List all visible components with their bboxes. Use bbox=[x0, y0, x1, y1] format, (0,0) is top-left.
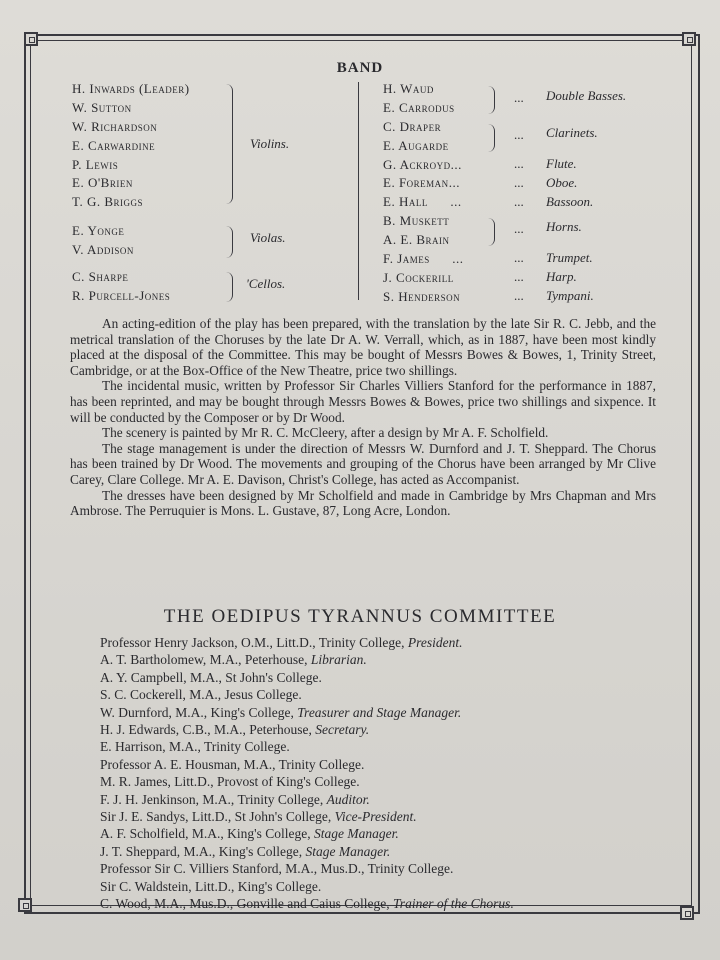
leader-dots: ... bbox=[514, 287, 524, 303]
brace-icon bbox=[226, 226, 233, 258]
column-divider bbox=[358, 82, 359, 300]
committee-member bbox=[100, 878, 514, 895]
instrument-label: Tympani. bbox=[546, 287, 594, 303]
committee-member bbox=[100, 704, 514, 721]
member-role: Vice-President. bbox=[334, 809, 417, 825]
member-name: Professor Sir C. Villiers Stanford, M.A., Mus.D., Trinity College. bbox=[100, 861, 454, 877]
leader-dots-column bbox=[514, 126, 524, 145]
violins-list bbox=[72, 80, 190, 212]
member-name: A. F. Scholfield, M.A., King's College, bbox=[100, 826, 314, 842]
leader-dots-column bbox=[514, 89, 524, 108]
brace-icon bbox=[226, 84, 233, 204]
leader-dots: ... bbox=[448, 175, 460, 191]
paragraph: An acting-edition of the play has been prepared, with the translation by the late Sir R. C. Jebb, and the metrical translation of the Choruses by the late Dr A. W. Verrall, which, as in 1887, have been most kindly placed at the disposal of the Committee. This may be bought of Messrs Bowes & Bowes, 1, Trinity Street, Cambridge, or at the Box-Office of the New Theatre, price two shillings. bbox=[70, 316, 656, 378]
committee-member bbox=[100, 791, 514, 808]
paragraph: The scenery is painted by Mr R. C. McCleery, after a design by Mr A. F. Scholfield. bbox=[102, 425, 549, 441]
band-member: C. Draper bbox=[383, 118, 442, 134]
instrument-label: Double Basses. bbox=[546, 88, 627, 103]
instrument-labels bbox=[546, 218, 582, 237]
brace-icon bbox=[226, 272, 233, 302]
committee-list bbox=[100, 634, 514, 913]
instrument-label: Clarinets. bbox=[546, 125, 598, 140]
member-role: Trainer of the Chorus. bbox=[393, 896, 514, 912]
leader-dots: ... bbox=[450, 194, 462, 210]
member-name: S. C. Cockerell, M.A., Jesus College. bbox=[100, 687, 302, 703]
instrument-label: Flute. bbox=[546, 156, 577, 171]
committee-member bbox=[100, 895, 514, 912]
notes-text bbox=[70, 316, 656, 519]
leader-dots: ... bbox=[514, 174, 524, 190]
band-member bbox=[383, 156, 464, 175]
band-member: H. Inwards (Leader) bbox=[72, 81, 190, 96]
leader-dots: ... bbox=[514, 90, 524, 105]
band-member: V. Addison bbox=[72, 241, 134, 257]
band-member: E. Augarde bbox=[383, 137, 449, 153]
committee-heading: THE OEDIPUS TYRANNUS COMMITTEE bbox=[163, 606, 557, 627]
member-name: E. Hall bbox=[383, 194, 428, 210]
instrument-labels bbox=[546, 155, 593, 212]
band-member: H. Waud bbox=[383, 81, 434, 96]
band-member: T. G. Briggs bbox=[72, 194, 144, 210]
band-member bbox=[383, 174, 464, 193]
band-member bbox=[383, 250, 464, 269]
leader-dots: ... bbox=[514, 221, 524, 236]
corner-ornament-icon bbox=[680, 906, 694, 920]
member-name: F. James bbox=[383, 251, 430, 267]
leader-dots-column bbox=[514, 249, 524, 306]
instrument-labels bbox=[546, 124, 598, 143]
brace-icon bbox=[488, 218, 495, 246]
member-name: A. Y. Campbell, M.A., St John's College. bbox=[100, 669, 322, 685]
leader-dots: ... bbox=[452, 251, 464, 267]
band-heading: BAND bbox=[336, 60, 384, 76]
band-member: E. Carrodus bbox=[383, 99, 455, 115]
member-role: Auditor. bbox=[326, 791, 370, 807]
leader-dots-column bbox=[514, 155, 524, 212]
committee-member bbox=[100, 808, 514, 825]
instrument-label: Horns. bbox=[546, 219, 582, 234]
brace-icon bbox=[488, 124, 495, 152]
member-name: A. T. Bartholomew, M.A., Peterhouse, bbox=[100, 652, 311, 668]
member-role: Stage Manager. bbox=[305, 843, 391, 859]
corner-ornament-icon bbox=[682, 32, 696, 46]
violas-label: Violas. bbox=[250, 230, 286, 245]
violas-list bbox=[72, 222, 134, 260]
band-member: E. O'Brien bbox=[72, 175, 133, 191]
member-role: Librarian. bbox=[310, 652, 367, 668]
member-name: J. T. Sheppard, M.A., King's College, bbox=[100, 843, 306, 859]
band-member: W. Sutton bbox=[72, 99, 132, 115]
committee-member bbox=[100, 651, 514, 668]
band-member: E. Yonge bbox=[72, 223, 125, 238]
member-name: W. Durnford, M.A., King's College, bbox=[100, 704, 298, 720]
instrument-label: Bassoon. bbox=[546, 193, 594, 209]
band-right-names bbox=[383, 80, 464, 307]
committee-member bbox=[100, 669, 514, 686]
instrument-labels bbox=[546, 249, 594, 306]
committee-member bbox=[100, 634, 514, 651]
member-name: Sir C. Waldstein, Litt.D., King's College. bbox=[100, 878, 322, 894]
committee-member bbox=[100, 773, 514, 790]
paragraph: The stage management is under the direction of Messrs W. Durnford and J. T. Sheppard. The Chorus has been trained by Dr Wood. The movements and grouping of the Chorus have been arranged by Mr Clive Carey, Clare College. Mr A. E. Davison, Christ's College, has acted as Accompanist. bbox=[70, 440, 656, 487]
leader-dots: ... bbox=[450, 156, 462, 172]
committee-member bbox=[100, 721, 514, 738]
member-name: E. Harrison, M.A., Trinity College. bbox=[100, 739, 290, 755]
member-role: President. bbox=[407, 635, 463, 650]
leader-dots: ... bbox=[514, 127, 524, 142]
instrument-label: Harp. bbox=[546, 268, 577, 284]
corner-ornament-icon bbox=[24, 32, 38, 46]
leader-dots-column bbox=[514, 220, 524, 239]
band-member: R. Purcell-Jones bbox=[72, 287, 171, 303]
member-role: Secretary. bbox=[315, 722, 370, 738]
instrument-labels bbox=[546, 87, 626, 106]
member-name: M. R. James, Litt.D., Provost of King's College. bbox=[100, 774, 360, 790]
band-member: W. Richardson bbox=[72, 118, 158, 134]
leader-dots: ... bbox=[514, 156, 524, 171]
member-name: G. Ackroyd bbox=[383, 156, 451, 172]
paragraph: The incidental music, written by Professor Sir Charles Villiers Stanford for the performance in 1887, has been reprinted, and may be bought through Messrs Bowes & Bowes, price two shillings and sixpence. It will be conducted by the Composer or by Dr Wood. bbox=[70, 378, 656, 425]
band-member: P. Lewis bbox=[72, 156, 119, 172]
member-name: Sir J. E. Sandys, Litt.D., St John's College, bbox=[100, 809, 335, 825]
cellos-list bbox=[72, 268, 170, 306]
band-member: S. Henderson bbox=[383, 288, 461, 304]
band-member: C. Sharpe bbox=[72, 269, 129, 284]
corner-ornament-icon bbox=[18, 898, 32, 912]
committee-member bbox=[100, 756, 514, 773]
member-name: Professor Henry Jackson, O.M., Litt.D., Trinity College, bbox=[100, 635, 408, 650]
committee-member bbox=[100, 825, 514, 842]
member-name: F. J. H. Jenkinson, M.A., Trinity College, bbox=[100, 791, 327, 807]
band-member: J. Cockerill bbox=[383, 269, 454, 285]
leader-dots: ... bbox=[514, 268, 524, 284]
committee-member bbox=[100, 843, 514, 860]
band-member: E. Carwardine bbox=[72, 137, 156, 153]
violins-label: Violins. bbox=[250, 136, 290, 151]
member-name: C. Wood, M.A., Mus.D., Gonville and Caius College, bbox=[100, 896, 394, 912]
member-name: Professor A. E. Housman, M.A., Trinity College. bbox=[100, 756, 365, 772]
member-role: Stage Manager. bbox=[313, 826, 399, 842]
instrument-label: Trumpet. bbox=[546, 250, 593, 265]
band-member bbox=[383, 193, 464, 212]
band-member: A. E. Brain bbox=[383, 232, 450, 248]
leader-dots: ... bbox=[514, 193, 524, 209]
band-member: B. Muskett bbox=[383, 213, 450, 229]
leader-dots: ... bbox=[514, 250, 524, 265]
member-name: H. J. Edwards, C.B., M.A., Peterhouse, bbox=[100, 722, 316, 738]
committee-member bbox=[100, 860, 514, 877]
member-role: Treasurer and Stage Manager. bbox=[297, 704, 462, 720]
committee-member bbox=[100, 686, 514, 703]
committee-member bbox=[100, 738, 514, 755]
brace-icon bbox=[488, 86, 495, 114]
instrument-label: Oboe. bbox=[546, 174, 578, 190]
paragraph: The dresses have been designed by Mr Scholfield and made in Cambridge by Mrs Chapman and Mrs Ambrose. The Perruquier is Mons. L. Gustave, 87, Long Acre, London. bbox=[70, 487, 656, 519]
member-name: E. Foreman bbox=[383, 175, 449, 191]
cellos-label: 'Cellos. bbox=[246, 276, 286, 291]
